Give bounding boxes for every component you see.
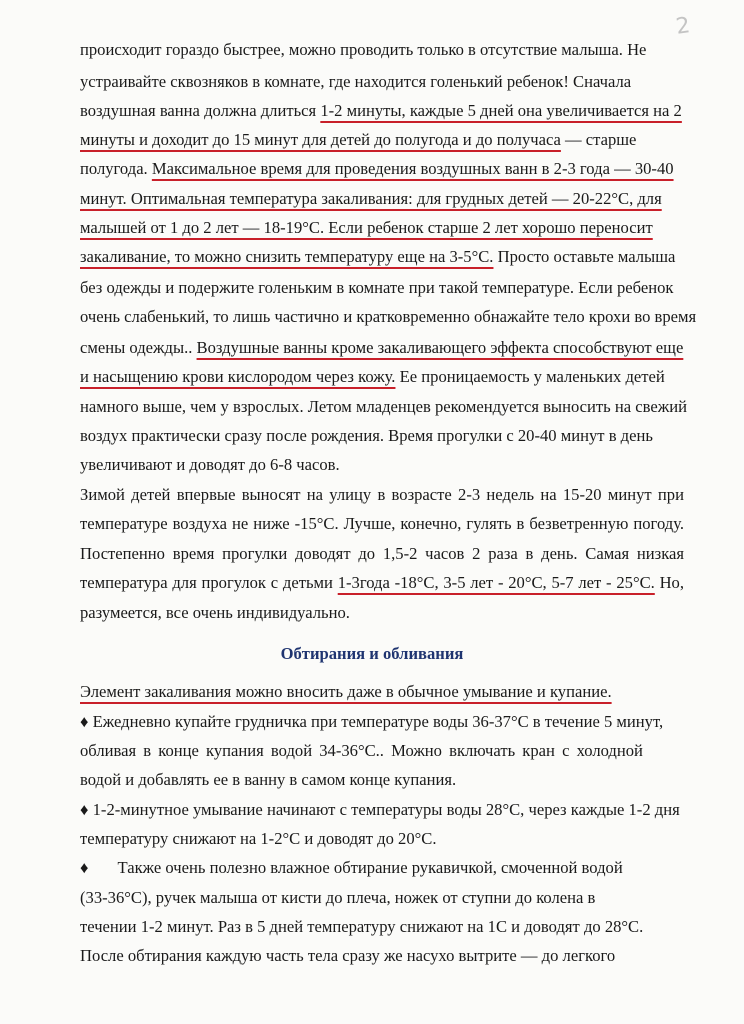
text-line: без одежды и подержите голеньким в комнате при такой температуре. Если ребенок — [80, 278, 674, 297]
text-line: и насыщению крови кислородом через кожу. Ее проницаемость у маленьких детей — [80, 367, 665, 386]
section-heading: Обтирания и обливания — [280, 644, 464, 663]
text-line: происходит гораздо быстрее, можно проводить только в отсутствие малыша. Не — [80, 40, 647, 59]
text-line: течении 1-2 минут. Раз в 5 дней температуру снижают на 1С и доводят до 28°С. — [80, 917, 644, 936]
text-line: (33-36°С), ручек малыша от кисти до плеча, ножек от ступни до колена в — [80, 888, 596, 907]
text-line: обливая в конце купания водой 34-36°С.. Можно включать кран с холодной — [80, 741, 643, 760]
text-line: температура для прогулок с детьми 1-3года -18°С, 3-5 лет - 20°С, 5-7 лет - 25°С. Но, — [80, 573, 685, 592]
text-line: ♦ Ежедневно купайте грудничка при температуре воды 36-37°С в течение 5 минут, — [80, 712, 664, 731]
text-line: водой и добавлять ее в ванну в самом конце купания. — [80, 770, 457, 789]
text-line: минуты и доходит до 15 минут для детей до полугода и до получаса — старше — [80, 130, 637, 149]
text-line: Элемент закаливания можно вносить даже в обычное умывание и купание. — [80, 682, 612, 701]
text-line: закаливание, то можно снизить температуру еще на 3-5°С. Просто оставьте малыша — [80, 247, 676, 266]
text-line: Зимой детей впервые выносят на улицу в возрасте 2-3 недель на 15-20 минут при — [80, 485, 684, 504]
text-line: ♦ 1-2-минутное умывание начинают с температуры воды 28°С, через каждые 1-2 дня — [80, 800, 680, 819]
text-line: смены одежды.. Воздушные ванны кроме закаливающего эффекта способствуют еще — [80, 338, 684, 357]
text-line: воздушная ванна должна длиться 1-2 минуты, каждые 5 дней она увеличивается на 2 — [80, 101, 682, 120]
text-line: очень слабенький, то лишь частично и кратковременно обнажайте тело крохи во время — [80, 307, 697, 326]
text-line: увеличивают и доводят до 6-8 часов. — [80, 455, 340, 474]
text-line: ♦ Также очень полезно влажное обтирание рукавичкой, смоченной водой — [80, 858, 623, 877]
text-line: температуру снижают на 1-2°С и доводят до 20°С. — [80, 829, 437, 848]
text-line: После обтирания каждую часть тела сразу же насухо вытрите — до легкого — [80, 946, 616, 965]
text-line: минут. Оптимальная температура закаливания: для грудных детей — 20-22°С, для — [80, 189, 662, 208]
text-line: малышей от 1 до 2 лет — 18-19°С. Если ребенок старше 2 лет хорошо переносит — [80, 218, 653, 237]
text-line: температуре воздуха не ниже -15°С. Лучше, конечно, гулять в безветренную погоду. — [80, 514, 684, 533]
text-line: Постепенно время прогулки доводят до 1,5-2 часов 2 раза в день. Самая низкая — [80, 544, 684, 563]
text-line: воздух практически сразу после рождения. Время прогулки с 20-40 минут в день — [80, 426, 653, 445]
text-line: разумеется, все очень индивидуально. — [80, 603, 350, 622]
text-line: устраивайте сквозняков в комнате, где находится голенький ребенок! Сначала — [80, 72, 632, 91]
page-number-mark: 2 — [674, 13, 692, 40]
text-line: намного выше, чем у взрослых. Летом младенцев рекомендуется выносить на свежий — [80, 397, 687, 416]
text-line: полугода. Максимальное время для проведения воздушных ванн в 2-3 года — 30-40 — [80, 159, 674, 178]
